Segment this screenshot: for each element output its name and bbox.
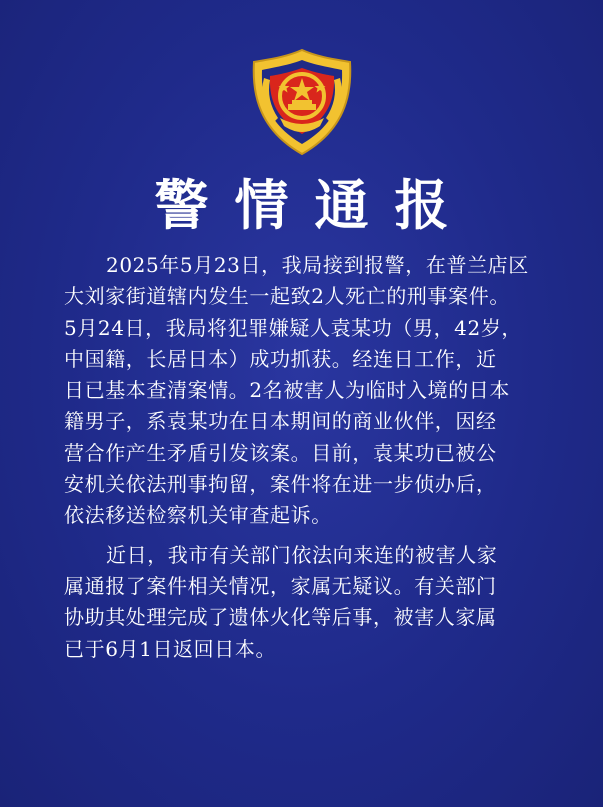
text-line: 日已基本查清案情。2名被害人为临时入境的日本 [64, 378, 510, 403]
text-line: 协助其处理完成了遗体火化等后事，被害人家属 [64, 605, 497, 630]
text-line: 5月24日，我局将犯罪嫌疑人袁某功（男，42岁， [64, 315, 523, 340]
text-line: 中国籍，长居日本）成功抓获。经连日工作，近 [64, 346, 497, 371]
notice-title: 警情通报 [154, 174, 475, 237]
paragraph-1 [64, 250, 548, 532]
text-line: 籍男子，系袁某功在日本期间的商业伙伴，因经 [64, 409, 497, 434]
text-line: 近日，我市有关部门依法向来连的被害人家 [106, 542, 498, 567]
text-line: 大刘家街道辖内发生一起致2人死亡的刑事案件。 [64, 284, 510, 309]
text-line: 营合作产生矛盾引发该案。目前，袁某功已被公 [64, 440, 497, 465]
police-emblem-icon [250, 48, 354, 156]
text-line: 已于6月1日返回日本。 [64, 636, 277, 661]
text-line: 属通报了案件相关情况，家属无疑议。有关部门 [64, 573, 497, 598]
paragraph-2 [64, 540, 548, 665]
text-line: 2025年5月23日，我局接到报警，在普兰店区 [106, 253, 529, 277]
notice-body [64, 250, 548, 665]
text-line: 安机关依法刑事拘留，案件将在进一步侦办后， [64, 472, 497, 497]
text-line: 依法移送检察机关审查起诉。 [64, 503, 332, 528]
paragraph-gap [64, 532, 548, 540]
